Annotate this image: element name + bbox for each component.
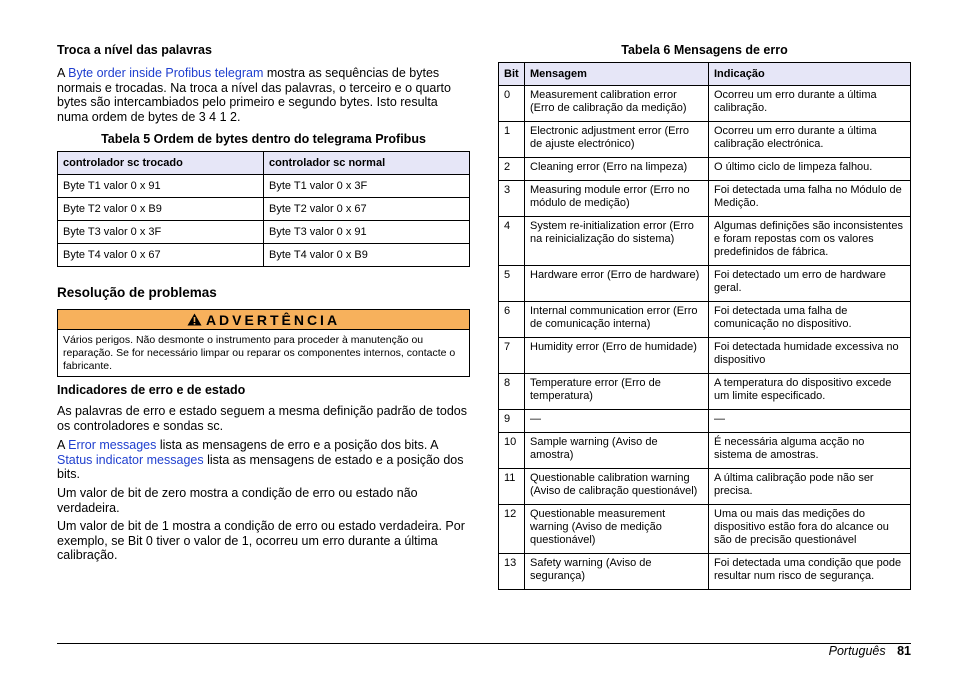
- table6-message-cell: System re-initialization error (Erro na reinicialização do sistema): [525, 217, 709, 266]
- table-row: [58, 244, 470, 267]
- paragraph-bit-one: Um valor de bit de 1 mostra a condição de erro ou estado verdadeira. Por exemplo, se Bit 0 tiver o valor de 1, ocorreu um erro durante a última calibração.: [57, 519, 465, 562]
- table-row: [499, 554, 911, 590]
- table5-cell: Byte T1 valor 0 x 3F: [264, 175, 470, 198]
- table6: [498, 62, 911, 590]
- heading-troubleshooting: Resolução de problemas: [57, 285, 217, 300]
- paragraph-bit-zero: Um valor de bit de zero mostra a condição de erro ou estado não verdadeira.: [57, 486, 418, 515]
- table5-header: controlador sc trocado: [58, 152, 264, 175]
- warning-title: ADVERTÊNCIA: [205, 311, 341, 328]
- table6-bit-cell: 12: [499, 505, 525, 554]
- table-row: [499, 122, 911, 158]
- table-row: [499, 433, 911, 469]
- table6-indication-cell: Foi detectada uma falha de comunicação no dispositivo.: [709, 302, 911, 338]
- table5-caption: Tabela 5 Ordem de bytes dentro do telegrama Profibus: [101, 132, 426, 146]
- link-status-indicator-messages[interactable]: Status indicator messages: [57, 452, 204, 467]
- table-row: [499, 266, 911, 302]
- table-row: [499, 338, 911, 374]
- table5-cell: Byte T4 valor 0 x 67: [58, 244, 264, 267]
- table6-bit-cell: 13: [499, 554, 525, 590]
- table5-cell: Byte T1 valor 0 x 91: [58, 175, 264, 198]
- page-number: 81: [897, 644, 911, 658]
- table6-indication-cell: —: [709, 410, 911, 433]
- table6-message-cell: Internal communication error (Erro de comunicação interna): [525, 302, 709, 338]
- table6-indication-cell: Algumas definições são inconsistentes e foram repostas com os valores predefinidos de fábrica.: [709, 217, 911, 266]
- table6-header: Indicação: [709, 63, 911, 86]
- paragraph-byte-order: A Byte order inside Profibus telegram mostra as sequências de bytes normais e trocadas. Na troca a nível das palavras, o terceiro e o quarto bytes são intercambiados pelo primeiro e segundo bytes. Isto resulta numa ordem de bytes de 3 4 1 2.: [57, 66, 451, 124]
- table6-bit-cell: 6: [499, 302, 525, 338]
- table6-message-cell: Humidity error (Erro de humidade): [525, 338, 709, 374]
- table6-bit-cell: 2: [499, 158, 525, 181]
- table5: [57, 151, 470, 267]
- table6-bit-cell: 1: [499, 122, 525, 158]
- table-row: [499, 217, 911, 266]
- footer: [829, 644, 911, 658]
- table6-message-cell: Measurement calibration error (Erro de calibração da medição): [525, 86, 709, 122]
- table6-indication-cell: Foi detectada humidade excessiva no dispositivo: [709, 338, 911, 374]
- table6-bit-cell: 7: [499, 338, 525, 374]
- table-row: [499, 410, 911, 433]
- table-row: [58, 221, 470, 244]
- table6-header: Mensagem: [525, 63, 709, 86]
- warning-text: Vários perigos. Não desmonte o instrumento para proceder à manutenção ou reparação. Se for necessário limpar ou reparar os componentes internos, contacte o fabricante.: [57, 330, 470, 377]
- warning-header: [57, 309, 470, 330]
- table-row: [58, 198, 470, 221]
- table6-header: Bit: [499, 63, 525, 86]
- table5-cell: Byte T2 valor 0 x 67: [264, 198, 470, 221]
- table6-bit-cell: 5: [499, 266, 525, 302]
- table5-header-row: [58, 152, 470, 175]
- table6-message-cell: —: [525, 410, 709, 433]
- table6-indication-cell: A última calibração pode não ser precisa.: [709, 469, 911, 505]
- table6-bit-cell: 9: [499, 410, 525, 433]
- table6-indication-cell: Ocorreu um erro durante a última calibração electrónica.: [709, 122, 911, 158]
- table5-cell: Byte T3 valor 0 x 3F: [58, 221, 264, 244]
- footer-rule: [57, 643, 911, 644]
- link-byte-order[interactable]: Byte order inside Profibus telegram: [68, 66, 264, 80]
- table6-message-cell: Questionable calibration warning (Aviso de calibração questionável): [525, 469, 709, 505]
- table5-cell: Byte T3 valor 0 x 91: [264, 221, 470, 244]
- table-row: [499, 374, 911, 410]
- table6-message-cell: Temperature error (Erro de temperatura): [525, 374, 709, 410]
- table-row: [58, 175, 470, 198]
- table6-message-cell: Electronic adjustment error (Erro de ajuste electrónico): [525, 122, 709, 158]
- table6-header-row: [499, 63, 911, 86]
- table-row: [499, 505, 911, 554]
- table6-indication-cell: O último ciclo de limpeza falhou.: [709, 158, 911, 181]
- footer-language: Português: [828, 644, 886, 658]
- table6-indication-cell: A temperatura do dispositivo excede um limite especificado.: [709, 374, 911, 410]
- table6-message-cell: Sample warning (Aviso de amostra): [525, 433, 709, 469]
- heading-indicators: Indicadores de erro e de estado: [57, 383, 246, 397]
- table-row: [499, 302, 911, 338]
- table6-message-cell: Cleaning error (Erro na limpeza): [525, 158, 709, 181]
- table-row: [499, 158, 911, 181]
- table6-indication-cell: Uma ou mais das medições do dispositivo estão fora do alcance ou são de precisão questionável: [709, 505, 911, 554]
- paragraph-error-words: As palavras de erro e estado seguem a mesma definição padrão de todos os controladores e sondas sc.: [57, 404, 467, 433]
- heading-word-swap: Troca a nível das palavras: [57, 43, 212, 57]
- table6-message-cell: Measuring module error (Erro no módulo de medição): [525, 181, 709, 217]
- table6-indication-cell: Ocorreu um erro durante a última calibração.: [709, 86, 911, 122]
- table6-bit-cell: 8: [499, 374, 525, 410]
- warning-triangle-icon: [187, 313, 202, 326]
- table6-message-cell: Safety warning (Aviso de segurança): [525, 554, 709, 590]
- table6-message-cell: Hardware error (Erro de hardware): [525, 266, 709, 302]
- table6-indication-cell: Foi detectado um erro de hardware geral.: [709, 266, 911, 302]
- table6-caption: Tabela 6 Mensagens de erro: [621, 43, 788, 57]
- paragraph-message-lists: A Error messages lista as mensagens de erro e a posição dos bits. A Status indicator messages lista as mensagens de estado e a posição dos bits.: [57, 438, 464, 481]
- table-row: [499, 469, 911, 505]
- table6-message-cell: Questionable measurement warning (Aviso de medição questionável): [525, 505, 709, 554]
- table-row: [499, 86, 911, 122]
- table6-bit-cell: 10: [499, 433, 525, 469]
- table6-bit-cell: 3: [499, 181, 525, 217]
- table5-cell: Byte T2 valor 0 x B9: [58, 198, 264, 221]
- table5-header: controlador sc normal: [264, 152, 470, 175]
- table6-indication-cell: Foi detectada uma condição que pode resultar num risco de segurança.: [709, 554, 911, 590]
- table6-bit-cell: 11: [499, 469, 525, 505]
- table6-bit-cell: 4: [499, 217, 525, 266]
- table5-cell: Byte T4 valor 0 x B9: [264, 244, 470, 267]
- link-error-messages[interactable]: Error messages: [68, 438, 157, 452]
- table6-indication-cell: É necessária alguma acção no sistema de amostras.: [709, 433, 911, 469]
- table6-bit-cell: 0: [499, 86, 525, 122]
- warning-box: [57, 309, 470, 377]
- table-row: [499, 181, 911, 217]
- table6-indication-cell: Foi detectada uma falha no Módulo de Medição.: [709, 181, 911, 217]
